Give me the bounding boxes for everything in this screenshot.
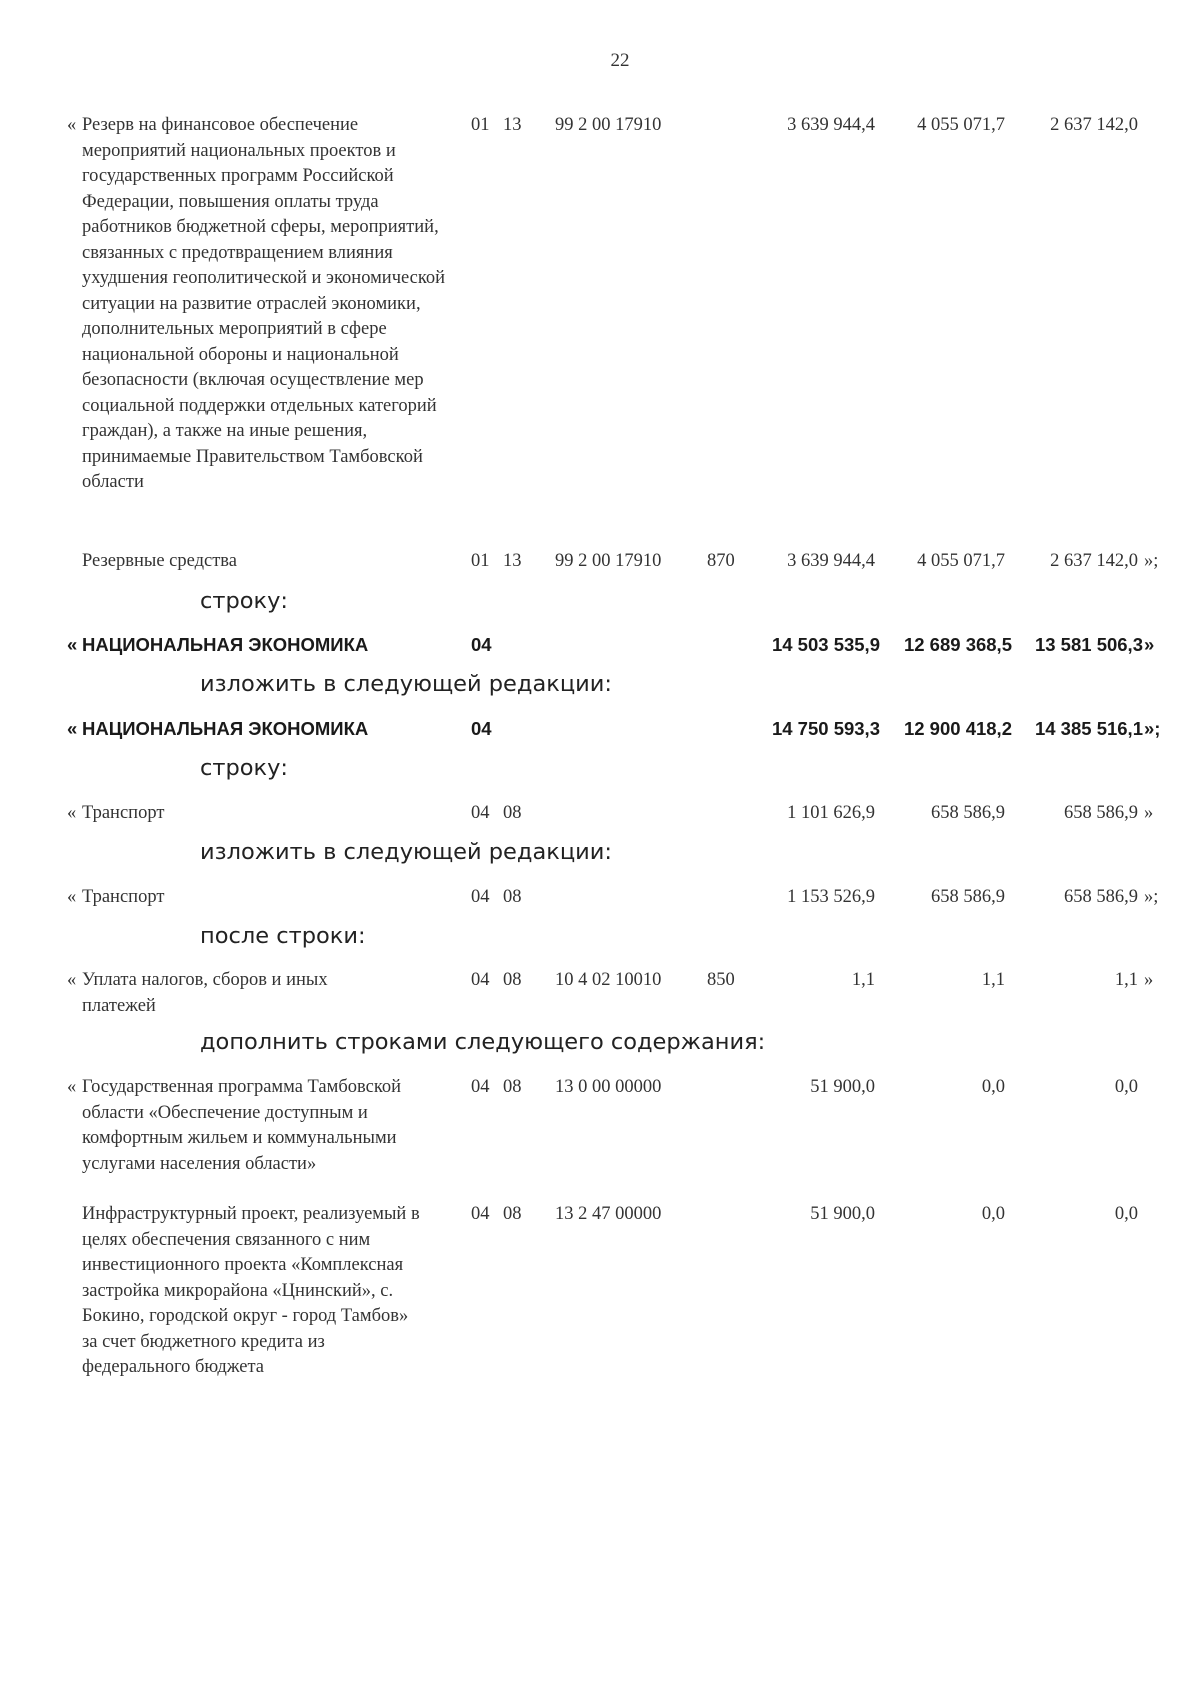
row-name: Уплата налогов, сборов и иных платежей: [82, 970, 328, 1016]
value-year-2: 4 055 071,7: [917, 551, 1005, 571]
expense-type-code: 850: [707, 970, 735, 990]
value-year-2: 12 689 368,5: [903, 634, 1012, 655]
instruction-text: строку:: [200, 755, 289, 781]
open-quote: «: [67, 970, 77, 990]
row-name: Резерв на финансовое обеспечение мероприятий национальных проектов и государственных программ Российской Федерации, повышения оплаты труда работников бюджетной сферы, мероприятий, связанных с предотвращением влияния ухудшения геополитической и экономической ситуации на развитие отраслей экономики, дополнительных мероприятий в сфере национальной обороны и национальной безопасности (включая осуществление мер социальной поддержки отдельных категорий граждан), а также на иные решения, принимаемые Правительством Тамбовской области: [82, 115, 446, 492]
subsection-code: 08: [503, 1077, 522, 1097]
subsection-code: 08: [503, 887, 522, 907]
expense-type-code: 870: [707, 551, 735, 571]
target-article-code: 99 2 00 17910: [555, 115, 662, 135]
section-code: 04: [471, 1077, 490, 1097]
row-name: Транспорт: [82, 803, 165, 823]
value-year-3: 14 385 516,1: [1034, 718, 1143, 739]
value-year-3: 0,0: [1114, 1077, 1138, 1097]
open-quote: «: [67, 887, 77, 907]
row-name: НАЦИОНАЛЬНАЯ ЭКОНОМИКА: [82, 718, 369, 739]
close-quote: »;: [1144, 551, 1159, 571]
value-year-3: 2 637 142,0: [1050, 551, 1138, 571]
open-quote: «: [67, 634, 78, 655]
open-quote: «: [67, 718, 78, 739]
subsection-code: 08: [503, 970, 522, 990]
close-quote: »: [1144, 803, 1154, 823]
value-year-1: 1 153 526,9: [787, 887, 875, 907]
row-name: Инфраструктурный проект, реализуемый в целях обеспечения связанного с ним инвестиционного проекта «Комплексная застройка микрорайона «Цнинский», с. Бокино, городской округ - город Тамбов» за счет бюджетного кредита из федерального бюджета: [82, 1204, 420, 1377]
section-code: 01: [471, 115, 490, 135]
value-year-2: 12 900 418,2: [903, 718, 1012, 739]
value-year-1: 51 900,0: [810, 1077, 875, 1097]
target-article-code: 10 4 02 10010: [555, 970, 662, 990]
row-name: Транспорт: [82, 887, 165, 907]
value-year-3: 0,0: [1114, 1204, 1138, 1224]
value-year-2: 0,0: [981, 1077, 1005, 1097]
value-year-1: 14 503 535,9: [771, 634, 880, 655]
open-quote: «: [67, 803, 77, 823]
close-quote: »: [1144, 970, 1154, 990]
value-year-1: 3 639 944,4: [787, 115, 875, 135]
value-year-1: 14 750 593,3: [771, 718, 880, 739]
value-year-3: 658 586,9: [1064, 803, 1138, 823]
section-code: 04: [471, 1204, 490, 1224]
value-year-3: 658 586,9: [1064, 887, 1138, 907]
open-quote: «: [67, 1077, 77, 1097]
close-quote: »: [1144, 634, 1155, 655]
section-code: 04: [471, 803, 490, 823]
value-year-2: 658 586,9: [931, 887, 1005, 907]
instruction-text: изложить в следующей редакции:: [200, 839, 612, 865]
target-article-code: 99 2 00 17910: [555, 551, 662, 571]
row-name: НАЦИОНАЛЬНАЯ ЭКОНОМИКА: [82, 634, 369, 655]
value-year-2: 658 586,9: [931, 803, 1005, 823]
target-article-code: 13 2 47 00000: [555, 1204, 662, 1224]
value-year-2: 0,0: [981, 1204, 1005, 1224]
subsection-code: 13: [503, 115, 522, 135]
close-quote: »;: [1144, 718, 1161, 739]
value-year-1: 51 900,0: [810, 1204, 875, 1224]
section-code: 04: [471, 887, 490, 907]
section-code: 01: [471, 551, 490, 571]
value-year-3: 1,1: [1114, 970, 1138, 990]
target-article-code: 13 0 00 00000: [555, 1077, 662, 1097]
subsection-code: 08: [503, 1204, 522, 1224]
close-quote: »;: [1144, 887, 1159, 907]
value-year-2: 1,1: [981, 970, 1005, 990]
value-year-1: 1 101 626,9: [787, 803, 875, 823]
value-year-3: 2 637 142,0: [1050, 115, 1138, 135]
section-code: 04: [471, 634, 492, 655]
instruction-text: дополнить строками следующего содержания:: [200, 1029, 766, 1055]
instruction-text: изложить в следующей редакции:: [200, 671, 612, 697]
value-year-1: 3 639 944,4: [787, 551, 875, 571]
row-name: Резервные средства: [82, 551, 237, 571]
row-name: Государственная программа Тамбовской области «Обеспечение доступным и комфортным жильем и коммунальными услугами населения области»: [82, 1077, 402, 1174]
value-year-1: 1,1: [851, 970, 875, 990]
subsection-code: 13: [503, 551, 522, 571]
instruction-text: после строки:: [200, 923, 366, 949]
value-year-3: 13 581 506,3: [1034, 634, 1143, 655]
page-number: 22: [610, 50, 630, 71]
section-code: 04: [471, 718, 492, 739]
subsection-code: 08: [503, 803, 522, 823]
open-quote: «: [67, 115, 77, 135]
value-year-2: 4 055 071,7: [917, 115, 1005, 135]
section-code: 04: [471, 970, 490, 990]
instruction-text: строку:: [200, 588, 289, 614]
